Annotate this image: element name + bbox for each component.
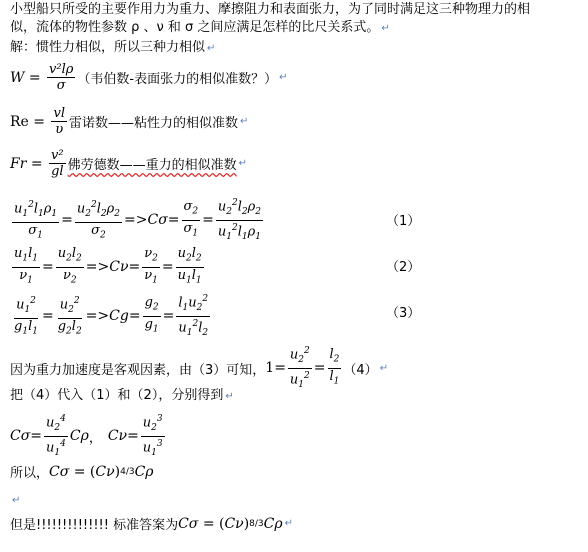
equation-1: $\frac{u_1^2l_1\rho_1}{\sigma_1}$ = $\frac{u_2^2l_2\rho_2}{\sigma_2}$ => Cσ = $\frac{\sigma_2}{\sigma_1}$ = $\frac{u_2^2l_2\rho_2}{u_1^2l_1\rho_1}$ <box>14 198 261 242</box>
intro-line-1: 小型船只所受的主要作用力为重力、摩擦阻力和表面张力，为了同时满足这三种物理力的相 <box>10 2 531 17</box>
froude-equation: Fr = $\frac{\text{v²}}{gl}$ 佛劳德数——重力的相似准数 ↵ <box>10 148 248 179</box>
reynolds-equation: Re = $\frac{vl}{\upsilon}$ 雷诺数——粘性力的相似准数 ↵ <box>10 106 249 137</box>
equation-2-label: （2） <box>386 260 421 275</box>
reynolds-fraction: $\frac{vl}{\upsilon}$ <box>53 106 65 137</box>
paragraph-mark-icon: ↵ <box>12 495 21 506</box>
equation-3: $\frac{u_1^2}{g_1l_1}$ = $\frac{u_2^2}{g_2l_2}$ => Cg = $\frac{g_2}{g_1}$ = $\frac{l_1u_2^2}{u_1^2l_2}$ <box>14 294 209 338</box>
intro-line-2: 似，流体的物性参数 ρ 、ν 和 σ 之间应满足怎样的比尺关系式。 ↵ <box>10 20 390 35</box>
exponent-8-3: 8/3 <box>249 518 264 529</box>
paragraph-mark-icon: ↵ <box>225 391 234 402</box>
paragraph-mark-icon: ↵ <box>240 116 249 127</box>
therefore-equation: 所以， Cσ = ( Cν ) 4/3 Cρ <box>10 463 154 481</box>
equation-1-label: （1） <box>386 214 421 229</box>
reynolds-note: 雷诺数——粘性力的相似准数 <box>68 116 238 131</box>
exponent-4-3: 4/3 <box>120 466 135 477</box>
weber-equation: W = $\frac{\text{v²lρ}}{\sigma}$ （韦伯数-表面张力的相似准数？） ↵ <box>10 62 288 93</box>
weber-fraction: $\frac{\text{v²lρ}}{\sigma}$ <box>49 62 74 93</box>
paragraph-mark-icon: ↵ <box>279 72 288 83</box>
solution-heading: 解：惯性力相似，所以三种力相似 ↵ <box>10 40 216 55</box>
froude-fraction: $\frac{\text{v²}}{gl}$ <box>51 148 64 179</box>
paragraph-mark-icon: ↵ <box>381 23 390 34</box>
equation-3-label: （3） <box>386 306 421 321</box>
weber-note: （韦伯数-表面张力的相似准数？） <box>77 72 278 87</box>
standard-answer-equation: 但是!!!!!!!!!!!!!! 标准答案为 Cσ = ( Cν ) 8/3 Cρ ↵ <box>10 515 293 533</box>
equation-4: 因为重力加速度是客观因素，由（3）可知， 1= $\frac{u_2^2}{u_1^2}$ = $\frac{l_2}{l_1}$ （4） ↵ <box>10 346 389 390</box>
paragraph-mark-icon: ↵ <box>207 43 216 54</box>
result-equations: Cσ = $\frac{u_2^4}{u_1^4}$ Cρ ， Cν = $\frac{u_2^3}{u_1^3}$ <box>10 414 163 458</box>
froude-note: 佛劳德数——重力的相似准数 <box>67 158 237 173</box>
substitution-text: 把（4）代入（1）和（2），分别得到 ↵ <box>10 388 234 403</box>
equation-2: $\frac{u_1l_1}{\nu_1}$ = $\frac{u_2l_2}{\nu_2}$ => Cν = $\frac{\nu_2}{\nu_1}$ = $\frac{u_2l_2}{u_1l_1}$ <box>14 246 202 286</box>
paragraph-mark-icon: ↵ <box>284 518 293 529</box>
paragraph-mark-icon: ↵ <box>238 158 248 169</box>
paragraph-mark-icon: ↵ <box>379 362 389 374</box>
empty-line <box>10 492 20 509</box>
